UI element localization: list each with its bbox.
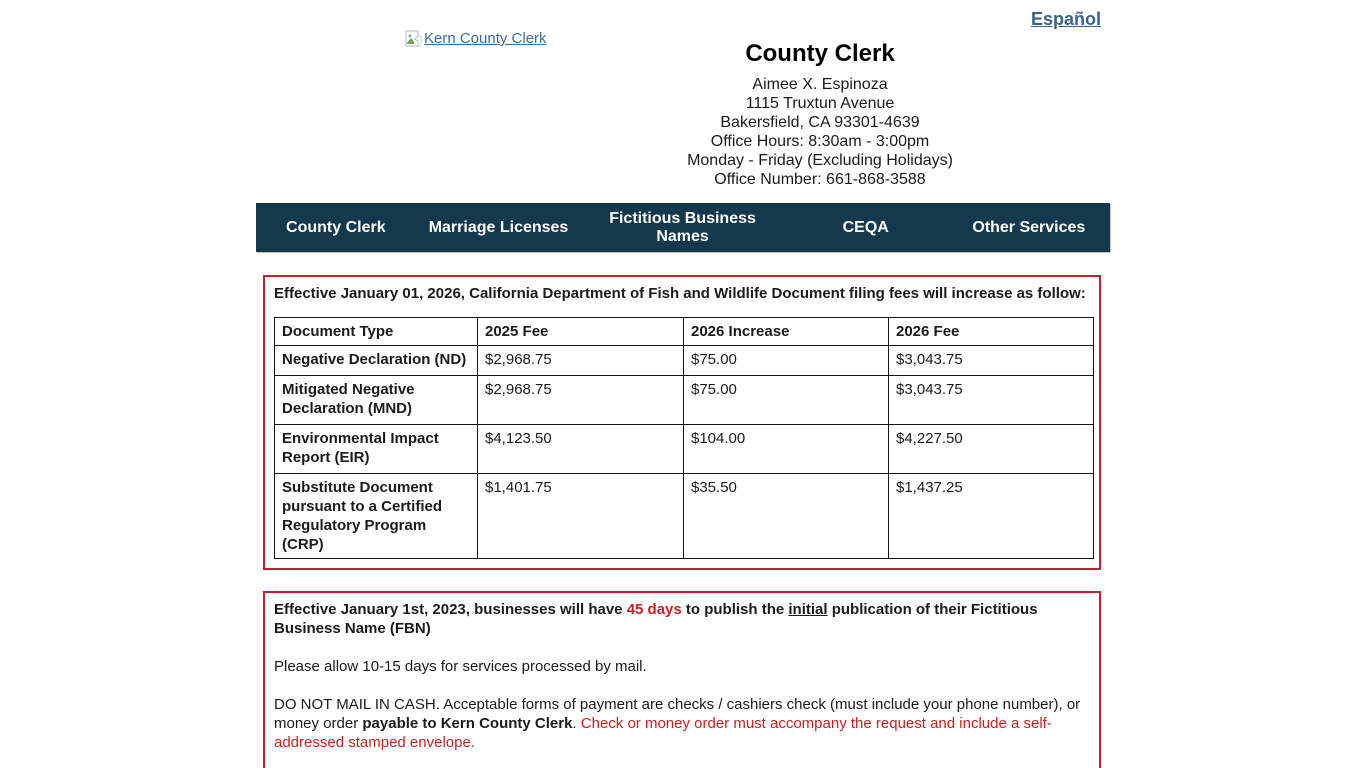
- increase-2026-cell: $75.00: [684, 346, 889, 376]
- nav-item-ceqa[interactable]: CEQA: [842, 218, 889, 236]
- broken-image-icon: [405, 30, 422, 47]
- fbn-p1-text: publication of their Fictitious Business Name (FBN): [274, 601, 1038, 637]
- kern-county-clerk-logo-link[interactable]: [405, 30, 547, 47]
- table-row: [275, 376, 1094, 425]
- page-title: County Clerk: [745, 40, 895, 67]
- clerk-name: Aimee X. Espinoza: [752, 76, 888, 93]
- fbn-initial-underlined: initial: [788, 601, 828, 618]
- nav-item-marriage-licenses[interactable]: Marriage Licenses: [428, 218, 569, 236]
- fee-increase-intro-text: Effective January 01, 2026, California Department of Fish and Wildlife Document filing fees will increase as follow:: [274, 285, 1086, 302]
- fee-table: [274, 317, 1094, 559]
- column-header-2025-fee: 2025 Fee: [478, 318, 684, 346]
- fbn-p1-text: to publish the: [681, 601, 789, 618]
- table-row: [275, 474, 1094, 559]
- fbn-45-days-highlight: 45 days: [626, 601, 682, 618]
- table-row: [275, 425, 1094, 474]
- payment-instructions-text: DO NOT MAIL IN CASH. Acceptable forms of payment are checks / cashiers check (must include your phone number), or money order: [274, 696, 1081, 732]
- fee-2025-cell: $2,968.75: [478, 376, 684, 425]
- fee-2025-cell: $4,123.50: [478, 425, 684, 474]
- fee-table-header-row: [275, 318, 1094, 346]
- espanol-language-link[interactable]: Español: [1030, 9, 1101, 29]
- fee-2026-cell: $4,227.50: [889, 425, 1094, 474]
- fbn-publication-notice-box: [263, 591, 1101, 768]
- column-header-2026-increase: 2026 Increase: [684, 318, 889, 346]
- column-header-document-type: Document Type: [275, 318, 478, 346]
- increase-2026-cell: $35.50: [684, 474, 889, 559]
- fee-2026-cell: $3,043.75: [889, 376, 1094, 425]
- check-money-order-warning: Check or money order must accompany the request and include a self-addressed stamped envelope.: [274, 715, 1052, 751]
- fee-increase-notice-box: [263, 275, 1101, 570]
- street-address: 1115 Truxtun Avenue: [745, 95, 895, 112]
- header-contact-block: [620, 40, 1020, 189]
- document-type-cell: Mitigated Negative Declaration (MND): [275, 376, 478, 425]
- fee-2026-cell: $1,437.25: [889, 474, 1094, 559]
- fee-2025-cell: $2,968.75: [478, 346, 684, 376]
- document-type-cell: Environmental Impact Report (EIR): [275, 425, 478, 474]
- city-state-zip: Bakersfield, CA 93301-4639: [720, 114, 920, 131]
- nav-item-county-clerk[interactable]: County Clerk: [286, 218, 386, 236]
- payment-instructions-text: .: [572, 715, 581, 732]
- mail-processing-time-paragraph: Please allow 10-15 days for services processed by mail.: [274, 658, 647, 675]
- increase-2026-cell: $75.00: [684, 376, 889, 425]
- column-header-2026-fee: 2026 Fee: [889, 318, 1094, 346]
- office-hours: Office Hours: 8:30am - 3:00pm: [710, 133, 930, 150]
- main-navigation: [256, 203, 1110, 252]
- fbn-45-days-paragraph: [274, 600, 1090, 638]
- office-number: Office Number: 661-868-3588: [714, 171, 926, 188]
- document-type-cell: Substitute Document pursuant to a Certified Regulatory Program (CRP): [275, 474, 478, 559]
- nav-item-fictitious-business-names[interactable]: Fictitious Business Names: [609, 209, 756, 245]
- increase-2026-cell: $104.00: [684, 425, 889, 474]
- document-type-cell: Negative Declaration (ND): [275, 346, 478, 376]
- fbn-p1-text: Effective January 1st, 2023, businesses will have: [274, 601, 627, 618]
- table-row: [275, 346, 1094, 376]
- office-days: Monday - Friday (Excluding Holidays): [687, 152, 953, 169]
- logo-link-label: Kern County Clerk: [424, 30, 547, 47]
- fee-2025-cell: $1,401.75: [478, 474, 684, 559]
- nav-item-other-services[interactable]: Other Services: [972, 218, 1086, 236]
- payment-instructions-paragraph: [274, 695, 1090, 752]
- payable-to-bold: payable to Kern County Clerk: [362, 715, 573, 732]
- fee-2026-cell: $3,043.75: [889, 346, 1094, 376]
